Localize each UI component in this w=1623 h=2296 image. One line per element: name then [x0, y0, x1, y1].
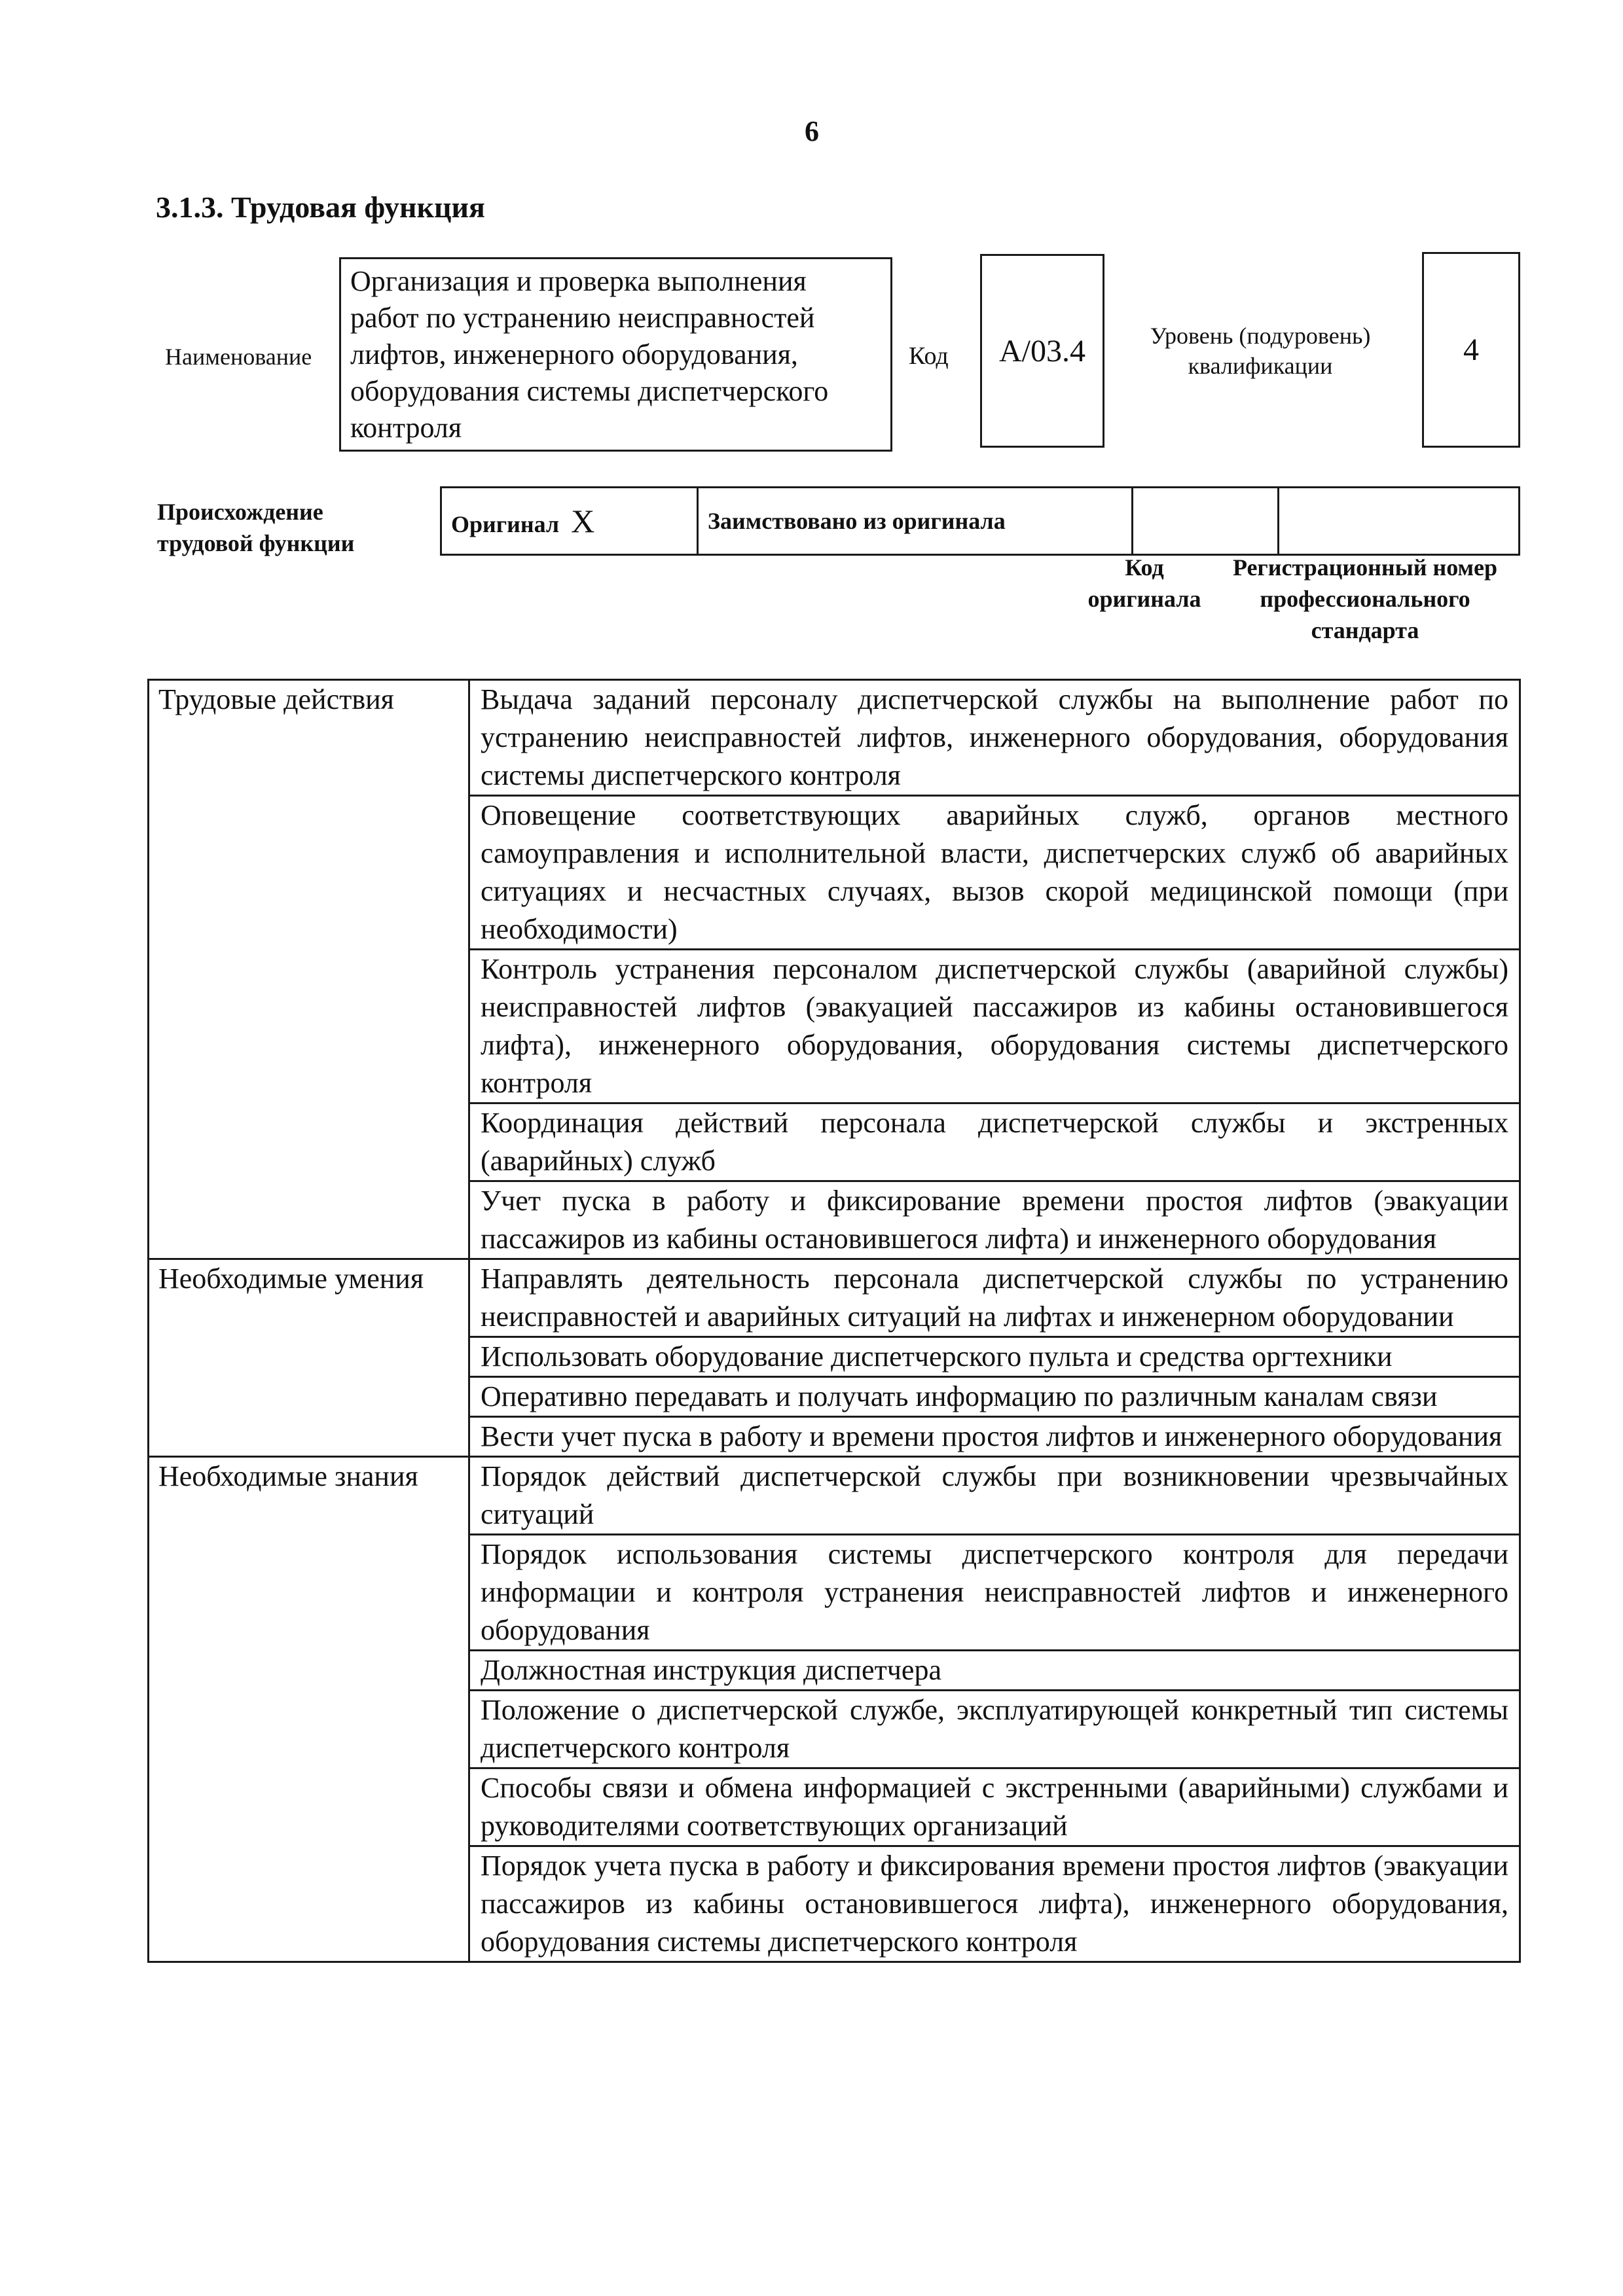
table-row: Контроль устранения персоналом диспетчерской службы (аварийной службы) неисправностей лифтов (эвакуацией пассажиров из кабины остановившегося лифта), инженерного оборудования, оборудования системы диспетчерского контроля — [469, 950, 1520, 1103]
code-original-label: Код оригинала — [1087, 554, 1201, 612]
code-box — [980, 254, 1104, 448]
origin-code-cell — [1133, 488, 1279, 555]
table-row: Вести учет пуска в работу и времени простоя лифтов и инженерного оборудования — [469, 1417, 1520, 1457]
code-value: A/03.4 — [999, 333, 1085, 368]
category-cell: Необходимые умения — [149, 1259, 469, 1457]
table-row: Координация действий персонала диспетчерской службы и экстренных (аварийных) служб — [469, 1103, 1520, 1181]
table-row: Направлять деятельность персонала диспетчерской службы по устранению неисправностей и аварийных ситуаций на лифтах и инженерном оборудовании — [469, 1259, 1520, 1337]
name-label: Наименование — [165, 344, 312, 370]
table-row: Использовать оборудование диспетчерского пульта и средства оргтехники — [469, 1337, 1520, 1377]
reg-number-label: Регистрационный номер профессионального стандарта — [1232, 554, 1498, 643]
function-details-table — [147, 679, 1521, 1963]
original-label: Оригинал — [451, 511, 560, 537]
table-row: Оповещение соответствующих аварийных служб, органов местного самоуправления и исполнительной власти, диспетчерских служб об аварийных ситуациях и несчастных случаях, вызов скорой медицинской помощи (при необходимости) — [469, 796, 1520, 950]
qualification-level-value: 4 — [1463, 332, 1479, 367]
table-row: Выдача заданий персоналу диспетчерской службы на выполнение работ по устранению неисправностей лифтов, инженерного оборудования, оборудования системы диспетчерского контроля — [469, 680, 1520, 796]
category-cell: Необходимые знания — [149, 1457, 469, 1962]
origin-label: Происхождение трудовой функции — [157, 499, 355, 556]
qualification-level-label: Уровень (подуровень) квалификации — [1150, 323, 1371, 379]
table-row: Должностная инструкция диспетчера — [469, 1651, 1520, 1691]
page-number: 6 — [805, 115, 819, 147]
origin-reg-number-cell — [1279, 488, 1520, 555]
section-title: 3.1.3. Трудовая функция — [156, 190, 485, 224]
qualification-level-box — [1422, 252, 1520, 448]
table-row: Способы связи и обмена информацией с экстренными (аварийными) службами и руководителями соответствующих организаций — [469, 1768, 1520, 1846]
origin-borrowed-cell — [698, 488, 1133, 555]
borrowed-label: Заимствовано из оригинала — [708, 508, 1006, 534]
function-name-box: Организация и проверка выполнения работ по устранению неисправностей лифтов, инженерного оборудования, оборудования системы диспетчерского контроля — [339, 257, 892, 452]
category-cell: Трудовые действия — [149, 680, 469, 1259]
table-row: Порядок учета пуска в работу и фиксирования времени простоя лифтов (эвакуации пассажиров из кабины остановившегося лифта), инженерного оборудования, оборудования системы диспетчерского контроля — [469, 1846, 1520, 1962]
table-row: Порядок использования системы диспетчерского контроля для передачи информации и контроля устранения неисправностей лифтов и инженерного оборудования — [469, 1535, 1520, 1651]
original-mark: X — [571, 503, 595, 539]
table-row: Оперативно передавать и получать информацию по различным каналам связи — [469, 1377, 1520, 1417]
origin-original-cell — [441, 488, 698, 555]
table-row: Порядок действий диспетчерской службы при возникновении чрезвычайных ситуаций — [469, 1457, 1520, 1535]
origin-table — [440, 486, 1520, 556]
table-row: Положение о диспетчерской службе, эксплуатирующей конкретный тип системы диспетчерского контроля — [469, 1691, 1520, 1768]
table-row: Учет пуска в работу и фиксирование времени простоя лифтов (эвакуации пассажиров из кабины остановившегося лифта) и инженерного оборудования — [469, 1181, 1520, 1259]
code-label: Код — [909, 342, 949, 370]
